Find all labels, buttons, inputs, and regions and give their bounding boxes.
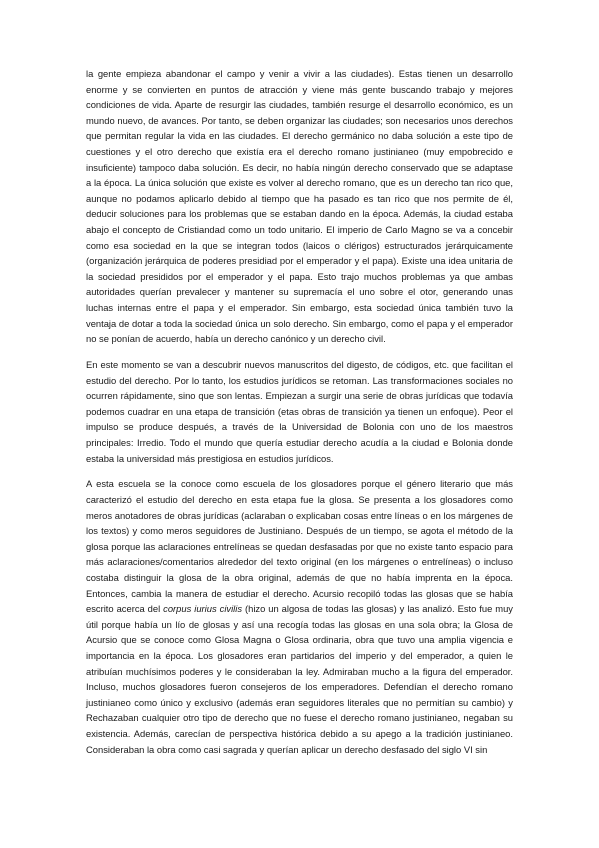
paragraph-2 xyxy=(86,357,513,466)
paragraph-text: A esta escuela se la conoce como escuela de los glosadores porque el género literario que más caracterizó el estudio del derecho en esta etapa fue la glosa. Se presenta a los glosadores como meros anotadores de obras jurídicas (aclaraban o explicaban cosas entre líneas o en los márgenes de los textos) y como meros seguidores de Justiniano. Después de un tiempo, se agota el método de la glosa porque las aclaraciones entrelíneas se quedan desfasadas por que no existe tanto espacio para más aclaraciones/comentarios alrededor del texto original (en los márgenes o entrelíneas) o incluso costaba distinguir la glosa de la obra original, además de que no había imprenta en la época. Entonces, cambia la manera de estudiar el derecho. Acursio recopiló todas las glosas que se había escrito acerca del xyxy=(86,478,513,615)
paragraph-3 xyxy=(86,476,513,757)
italic-latin-term: corpus iurius civilis xyxy=(163,603,243,615)
paragraph-text: En este momento se van a descubrir nuevos manuscritos del digesto, de códigos, etc. que facilitan el estudio del derecho. Por lo tanto, los estudios jurídicos se retoman. Las transformaciones sociales no ocurren rápidamente, sino que son lentas. Empiezan a surgir una serie de obras jurídicas que todavía podemos cuadrar en una etapa de transición (etas obras de transición ya tienen un enfoque). Peor el impulso se produce después, a través de la Universidad de Bolonia con uno de los maestros principales: Irredio. Todo el mundo que quería estudiar derecho acudía a la ciudad e Bolonia donde estaba la universidad más prestigiosa en estudios jurídicos. xyxy=(86,358,513,464)
paragraph-text: la gente empieza abandonar el campo y venir a vivir a las ciudades). Estas tienen un desarrollo enorme y se convierten en puntos de atracción y viene más gente buscando trabajo y mejores condiciones de vida. Aparte de resurgir las ciudades, también resurge el desarrollo económico, es un mundo nuevo, de avances. Por tanto, se deben organizar las ciudades; son necesarios unos derechos que permitan regular la vida en las ciudades. El derecho germánico no daba solución a este tipo de cuestiones y el otro derecho que existía era el derecho romano justinianeo (muy empobrecido e insuficiente) tampoco daba solución. Es decir, no había ningún derecho conservado que se adaptase a la época. La única solución que existe es volver al derecho romano, que es un derecho tan rico que, aunque no podamos aplicarlo debido al tiempo que ha pasado es tan rico que nos permite de él, deducir soluciones para los problemas que se estaban dando en la época. Además, la ciudad estaba abajo el concepto de Cristiandad como un todo unitario. El imperio de Carlo Magno se va a concebir como esa sociedad en la que se integran todos (laicos o clérigos) estructurados jerárquicamente (organización jerárquica de poderes presidiad por el emperador y el papa). Existe una idea unitaria de la sociedad presididos por el emperador y el papa. Esto trajo muchos problemas ya que ambas autoridades querían prevalecer y mantener su supremacía el uno sobre el otor, generando unas luchas internas entre el papa y el emperador. Sin embargo, esta sociedad única también tuvo la ventaja de dotar a toda la sociedad única un solo derecho. Sin embargo, como el papa y el emperador no se ponían de acuerdo, había un derecho canónico y un derecho civil. xyxy=(86,68,513,345)
paragraph-1 xyxy=(86,66,513,347)
paragraph-text: (hizo un algosa de todas las glosas) y las analizó. Esto fue muy útil porque había un lío de glosas y así una recogía todas las glosas en una sola obra; la Glosa de Acursio que se conoce como Glosa Magna o Glosa ordinaria, obra que tuvo una amplia vigencia e importancia en la época. Los glosadores eran partidarios del imperio y del emperador, a quien le atribuían muchísimos poderes y le consideraban la ley. Admiraban mucho a la figura del emperador. Incluso, muchos glosadores fueron consejeros de los emperadores. Defendían el derecho romano justinianeo como único y exclusivo (además eran seguidores literales que no permitían su cambio) y Rechazaban cualquier otro tipo de derecho que no fuese el derecho romano justinianeo, negaban su existencia. Además, carecían de perspectiva histórica debido a su apego a la tradición justinianeo. Consideraban la obra como casi sagrada y querían aplicar un derecho desfasado del siglo VI sin xyxy=(86,603,513,755)
document-body xyxy=(86,66,513,757)
